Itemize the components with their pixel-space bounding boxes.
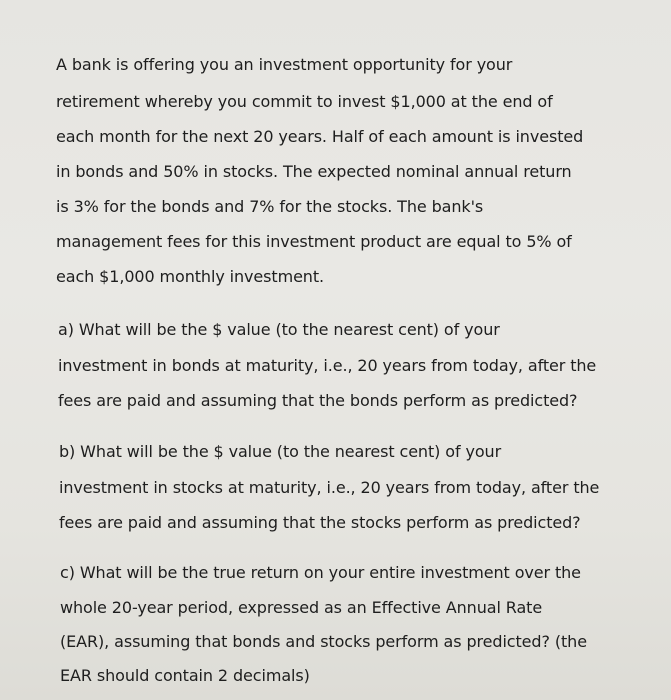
question-b-line: fees are paid and assuming that the stocks perform as predicted? — [59, 513, 581, 532]
intro-line: each $1,000 monthly investment. — [56, 267, 325, 286]
question-a-line: fees are paid and assuming that the bonds perform as predicted? — [58, 391, 578, 410]
question-a-line: investment in bonds at maturity, i.e., 20 years from today, after the — [58, 356, 597, 375]
intro-line: is 3% for the bonds and 7% for the stocks. The bank's — [56, 197, 484, 216]
question-a-line: a) What will be the $ value (to the nearest cent) of your — [58, 320, 500, 339]
question-c-line: (EAR), assuming that bonds and stocks perform as predicted? (the — [60, 632, 587, 651]
question-c-line: whole 20-year period, expressed as an Effective Annual Rate — [60, 598, 543, 617]
question-c-line: c) What will be the true return on your entire investment over the — [60, 563, 581, 582]
intro-line: A bank is offering you an investment opportunity for your — [56, 55, 513, 74]
intro-line: each month for the next 20 years. Half of each amount is invested — [56, 127, 584, 146]
question-b-line: investment in stocks at maturity, i.e., 20 years from today, after the — [59, 478, 600, 497]
intro-line: management fees for this investment product are equal to 5% of — [56, 232, 572, 251]
intro-line: in bonds and 50% in stocks. The expected nominal annual return — [56, 162, 572, 181]
question-b-line: b) What will be the $ value (to the nearest cent) of your — [59, 442, 502, 461]
intro-line: retirement whereby you commit to invest $1,000 at the end of — [56, 92, 553, 111]
question-c-line: EAR should contain 2 decimals) — [60, 666, 310, 685]
